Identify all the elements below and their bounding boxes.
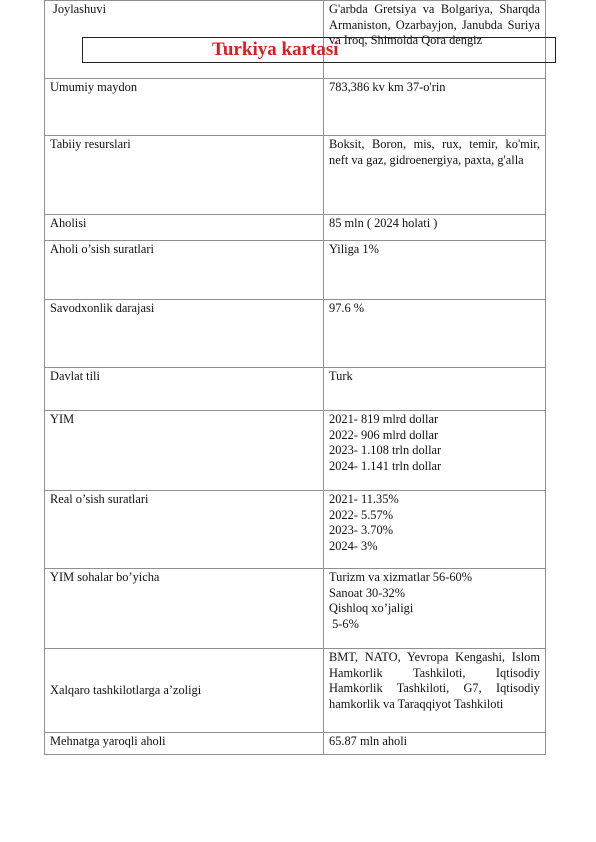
row-value [324, 411, 546, 491]
table-row [45, 491, 546, 569]
value-line: Sanoat 30-32% [329, 585, 406, 600]
value-line: 2023- 3.70% [329, 523, 394, 538]
value-line: 2023- 1.108 trln dollar [329, 443, 442, 458]
row-label: Mehnatga yaroqli aholi [45, 733, 324, 755]
value-line: 5-6% [329, 616, 359, 631]
table-row [45, 368, 546, 411]
table-row [45, 411, 546, 491]
table-row [45, 215, 546, 241]
row-value: Yiliga 1% [324, 241, 546, 300]
row-label: Davlat tili [45, 368, 324, 411]
row-value: BMT, NATO, Yevropa Kengashi, Islom Hamkorlik Tashkiloti, Iqtisodiy Hamkorlik Tashkiloti, G7, Iqtisodiy hamkorlik va Taraqqiyot Tashkiloti [324, 649, 546, 733]
row-label: Savodxonlik darajasi [45, 300, 324, 368]
table-row [45, 241, 546, 300]
value-line: 2024- 1.141 trln dollar [329, 458, 442, 473]
row-label: Tabiiy resurslari [45, 136, 324, 215]
row-label: Umumiy maydon [45, 79, 324, 136]
row-value: 783,386 kv km 37-o'rin [324, 79, 546, 136]
table-row [45, 300, 546, 368]
row-value: 97.6 % [324, 300, 546, 368]
value-line: 2021- 11.35% [329, 492, 399, 506]
row-label: Real o’sish suratlari [45, 491, 324, 569]
map-caption-title: Turkiya kartasi [212, 39, 339, 60]
row-label: Aholi o’sish suratlari [45, 241, 324, 300]
table-row [45, 733, 546, 755]
table-row [45, 136, 546, 215]
value-line: Qishloq xo’jaligi [329, 601, 414, 616]
row-label: YIM [45, 411, 324, 491]
value-line: 2021- 819 mlrd dollar [329, 412, 439, 426]
country-facts-table [44, 0, 546, 755]
table-row [45, 569, 546, 649]
row-value: 65.87 mln aholi [324, 733, 546, 755]
table-row [45, 79, 546, 136]
row-label: Joylashuvi [45, 1, 324, 79]
value-line: 2022- 5.57% [329, 507, 394, 522]
row-value [324, 491, 546, 569]
row-value: G'arbda Gretsiya va Bolgariya, Sharqda Armaniston, Ozarbayjon, Janubda Suriya va Iroq, Shimolda Qora dengiz [324, 1, 546, 79]
row-value: 85 mln ( 2024 holati ) [324, 215, 546, 241]
table-row [45, 649, 546, 733]
row-value: Turk [324, 368, 546, 411]
value-line: Turizm va xizmatlar 56-60% [329, 570, 473, 584]
row-value: Boksit, Boron, mis, rux, temir, ko'mir, neft va gaz, gidroenergiya, paxta, g'alla [324, 136, 546, 215]
value-line: 2022- 906 mlrd dollar [329, 427, 439, 442]
row-value [324, 569, 546, 649]
value-line: 2024- 3% [329, 538, 378, 553]
row-label: Aholisi [45, 215, 324, 241]
row-label: Xalqaro tashkilotlarga a’zoligi [45, 649, 324, 733]
row-label: YIM sohalar bo’yicha [45, 569, 324, 649]
